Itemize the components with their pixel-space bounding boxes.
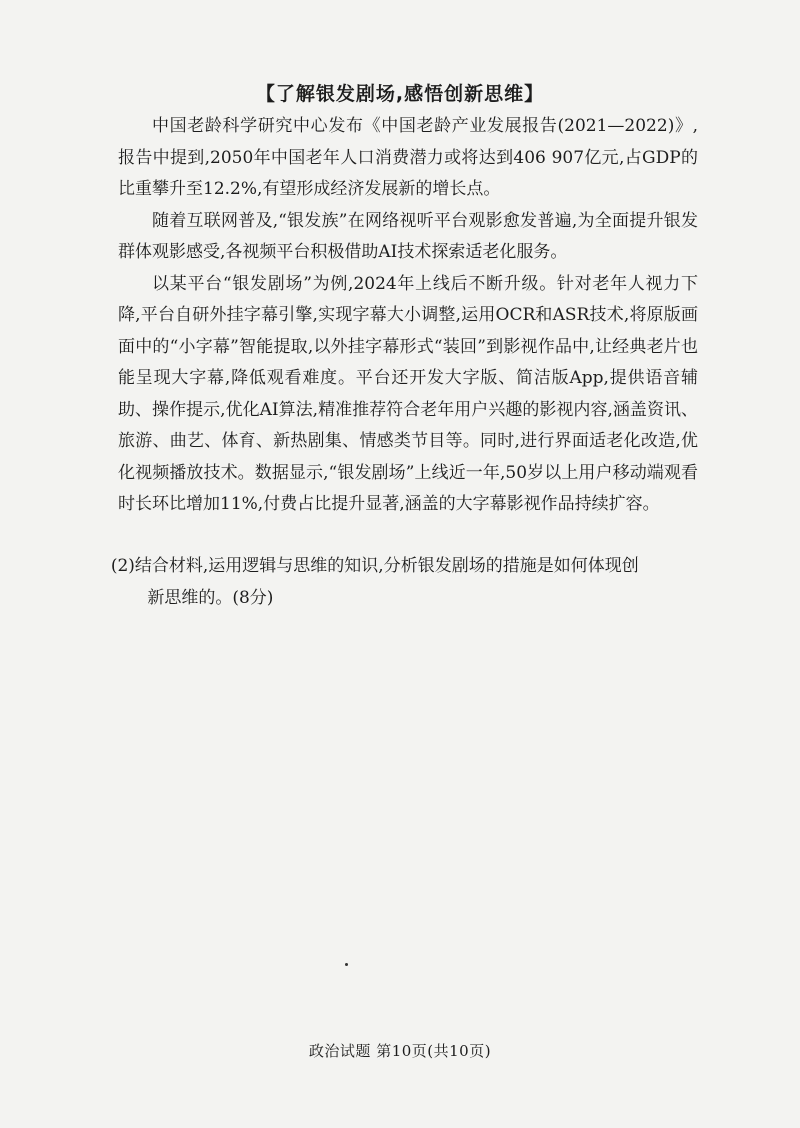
paragraph-2: 随着互联网普及,“银发族”在网络视听平台观影愈发普遍,为全面提升银发群体观影感受,各视频平台积极借助AI技术探索适老化服务。 — [118, 210, 698, 262]
question-line-1: (2)结合材料,运用逻辑与思维的知识,分析银发剧场的措施是如何体现创 — [110, 556, 639, 576]
section-title: 【了解银发剧场,感悟创新思维】 — [255, 83, 545, 105]
question-2 — [110, 551, 711, 614]
page-footer: 政治试题 第10页(共10页) — [308, 1042, 492, 1060]
paragraph-1: 中国老龄科学研究中心发布《中国老龄产业发展报告(2021—2022)》,报告中提到,2050年中国老年人口消费潜力或将达到406 907亿元,占GDP的比重攀升至12.2%,有望形成经济发展新的增长点。 — [118, 116, 698, 199]
question-line-2: 新思维的。(8分) — [147, 587, 274, 608]
paragraph-3: 以某平台“银发剧场”为例,2024年上线后不断升级。针对老年人视力下降,平台自研外挂字幕引擎,实现字幕大小调整,运用OCR和ASR技术,将原版画面中的“小字幕”智能提取,以外挂字幕形式“装回”到影视作品中,让经典老片也能呈现大字幕,降低观看难度。平台还开发大字版、简洁版App,提供语音辅助、操作提示,优化AI算法,精准推荐符合老年用户兴趣的影视内容,涵盖资讯、旅游、曲艺、体育、新热剧集、情感类节目等。同时,进行界面适老化改造,优化视频播放技术。数据显示,“银发剧场”上线近一年,50岁以上用户移动端观看时长环比增加11%,付费占比提升显著,涵盖的大字幕影视作品持续扩容。 — [118, 273, 698, 514]
scan-speck — [345, 963, 348, 966]
material-text — [118, 111, 698, 521]
